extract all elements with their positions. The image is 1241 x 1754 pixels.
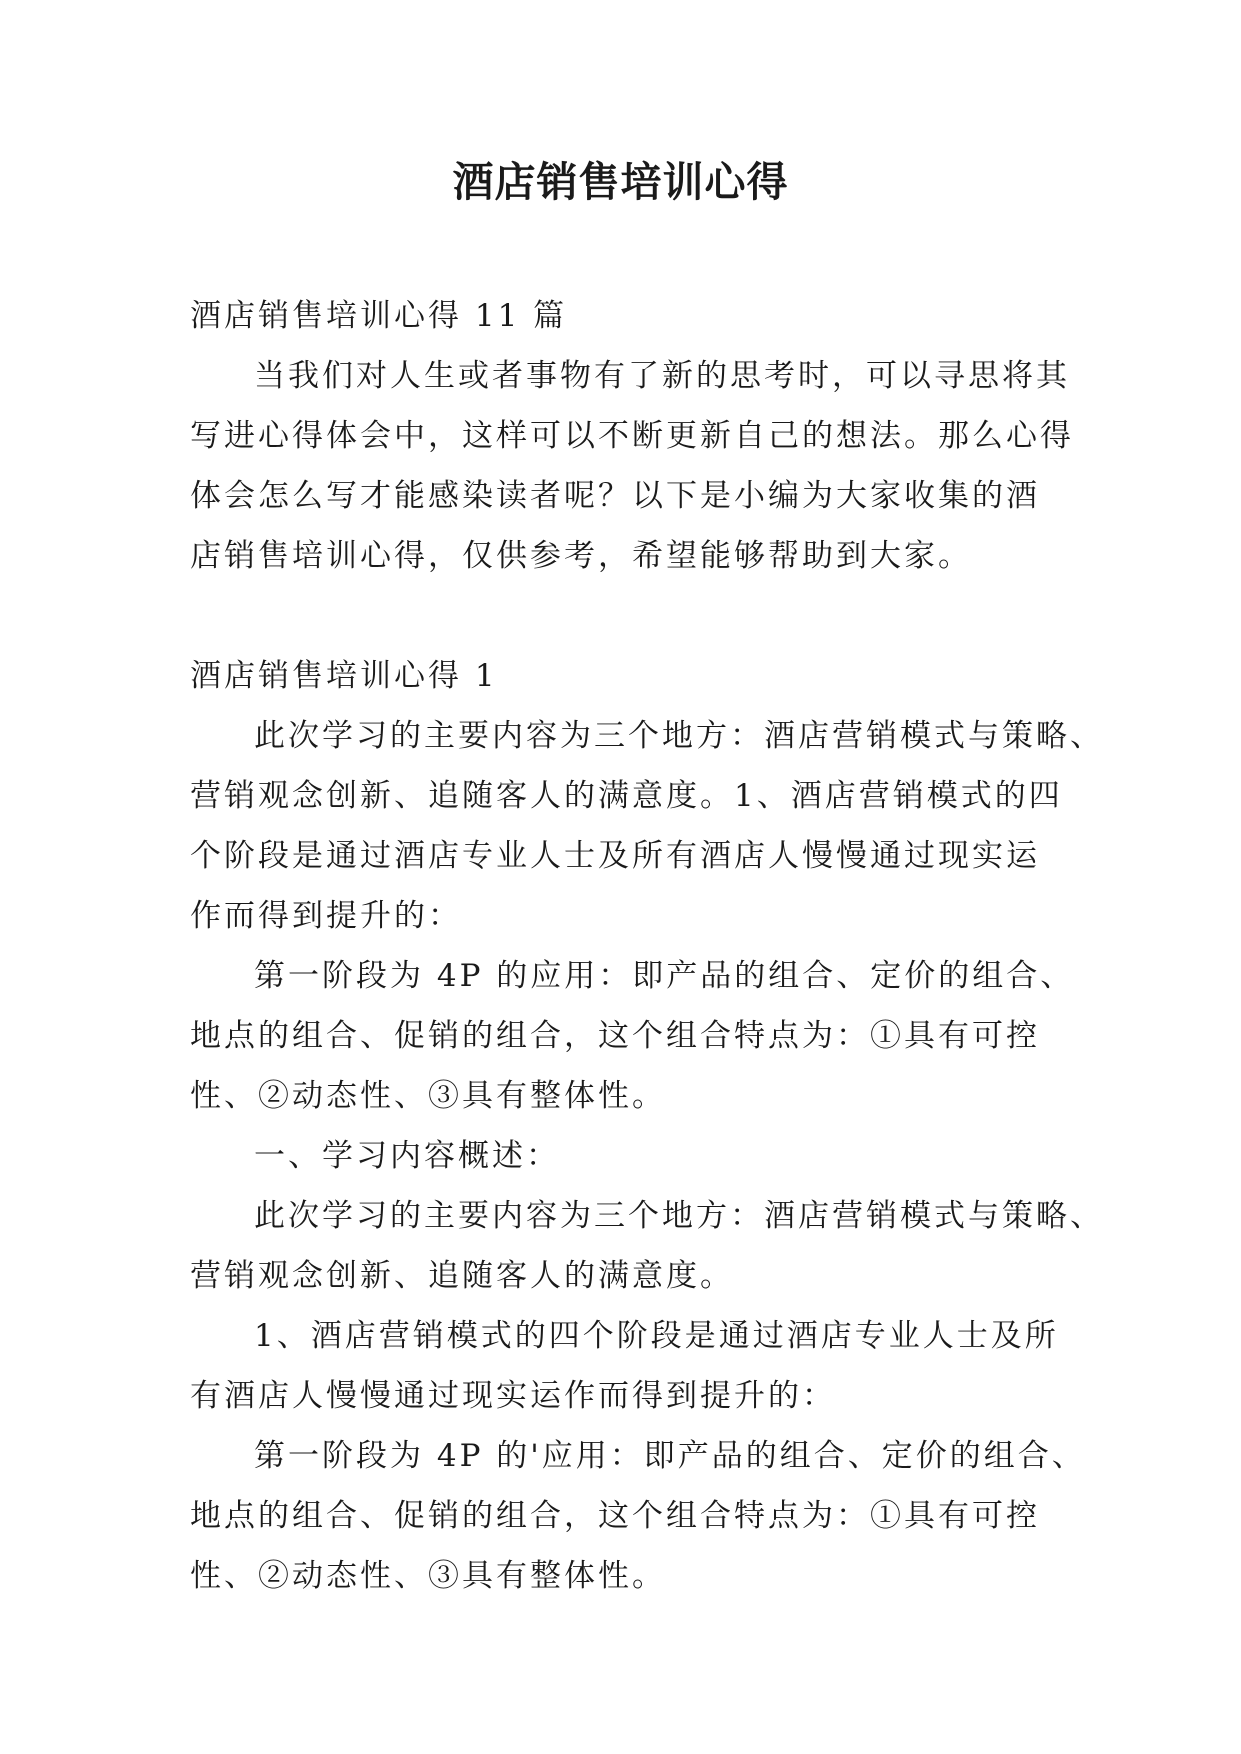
paragraph-line: 有酒店人慢慢通过现实运作而得到提升的：	[190, 1378, 836, 1414]
paragraph-line: 第一阶段为 4P 的'应用：即产品的组合、定价的组合、	[254, 1438, 1086, 1474]
paragraph-line: 性、②动态性、③具有整体性。	[190, 1078, 666, 1114]
paragraph-line: 个阶段是通过酒店专业人士及所有酒店人慢慢通过现实运	[190, 838, 1040, 874]
paragraph-line: 营销观念创新、追随客人的满意度。1、酒店营销模式的四	[190, 778, 1063, 814]
paragraph-line: 写进心得体会中，这样可以不断更新自己的想法。那么心得	[190, 418, 1074, 454]
paragraph-line: 营销观念创新、追随客人的满意度。	[190, 1258, 734, 1294]
paragraph-line: 当我们对人生或者事物有了新的思考时，可以寻思将其	[254, 358, 1070, 394]
body-paragraph	[190, 1426, 1086, 1606]
intro-paragraph	[190, 346, 1074, 586]
paragraph-line: 一、学习内容概述：	[254, 1138, 560, 1174]
body-paragraph	[190, 1306, 1059, 1426]
paragraph-spacer	[190, 586, 1056, 646]
paragraph-line: 此次学习的主要内容为三个地方：酒店营销模式与策略、	[254, 1198, 1104, 1234]
body-paragraph	[190, 946, 1075, 1126]
section-heading: 酒店销售培训心得 1	[190, 658, 498, 694]
body-paragraph	[190, 706, 1104, 946]
document-subtitle: 酒店销售培训心得 11 篇	[190, 298, 568, 334]
paragraph-line: 店销售培训心得，仅供参考，希望能够帮助到大家。	[190, 538, 972, 574]
document-body	[190, 286, 1104, 1606]
paragraph-line: 此次学习的主要内容为三个地方：酒店营销模式与策略、	[254, 718, 1104, 754]
paragraph-line: 第一阶段为 4P 的应用：即产品的组合、定价的组合、	[254, 958, 1075, 994]
paragraph-line: 性、②动态性、③具有整体性。	[190, 1558, 666, 1594]
body-paragraph	[190, 1186, 1104, 1306]
paragraph-line: 1、酒店营销模式的四个阶段是通过酒店专业人士及所	[254, 1318, 1059, 1354]
paragraph-line: 地点的组合、促销的组合，这个组合特点为：①具有可控	[190, 1018, 1040, 1054]
paragraph-line: 体会怎么写才能感染读者呢？以下是小编为大家收集的酒	[190, 478, 1040, 514]
body-paragraph	[190, 1126, 1056, 1186]
paragraph-line: 作而得到提升的：	[190, 898, 462, 934]
paragraph-line: 地点的组合、促销的组合，这个组合特点为：①具有可控	[190, 1498, 1040, 1534]
document-title: 酒店销售培训心得	[452, 158, 789, 206]
